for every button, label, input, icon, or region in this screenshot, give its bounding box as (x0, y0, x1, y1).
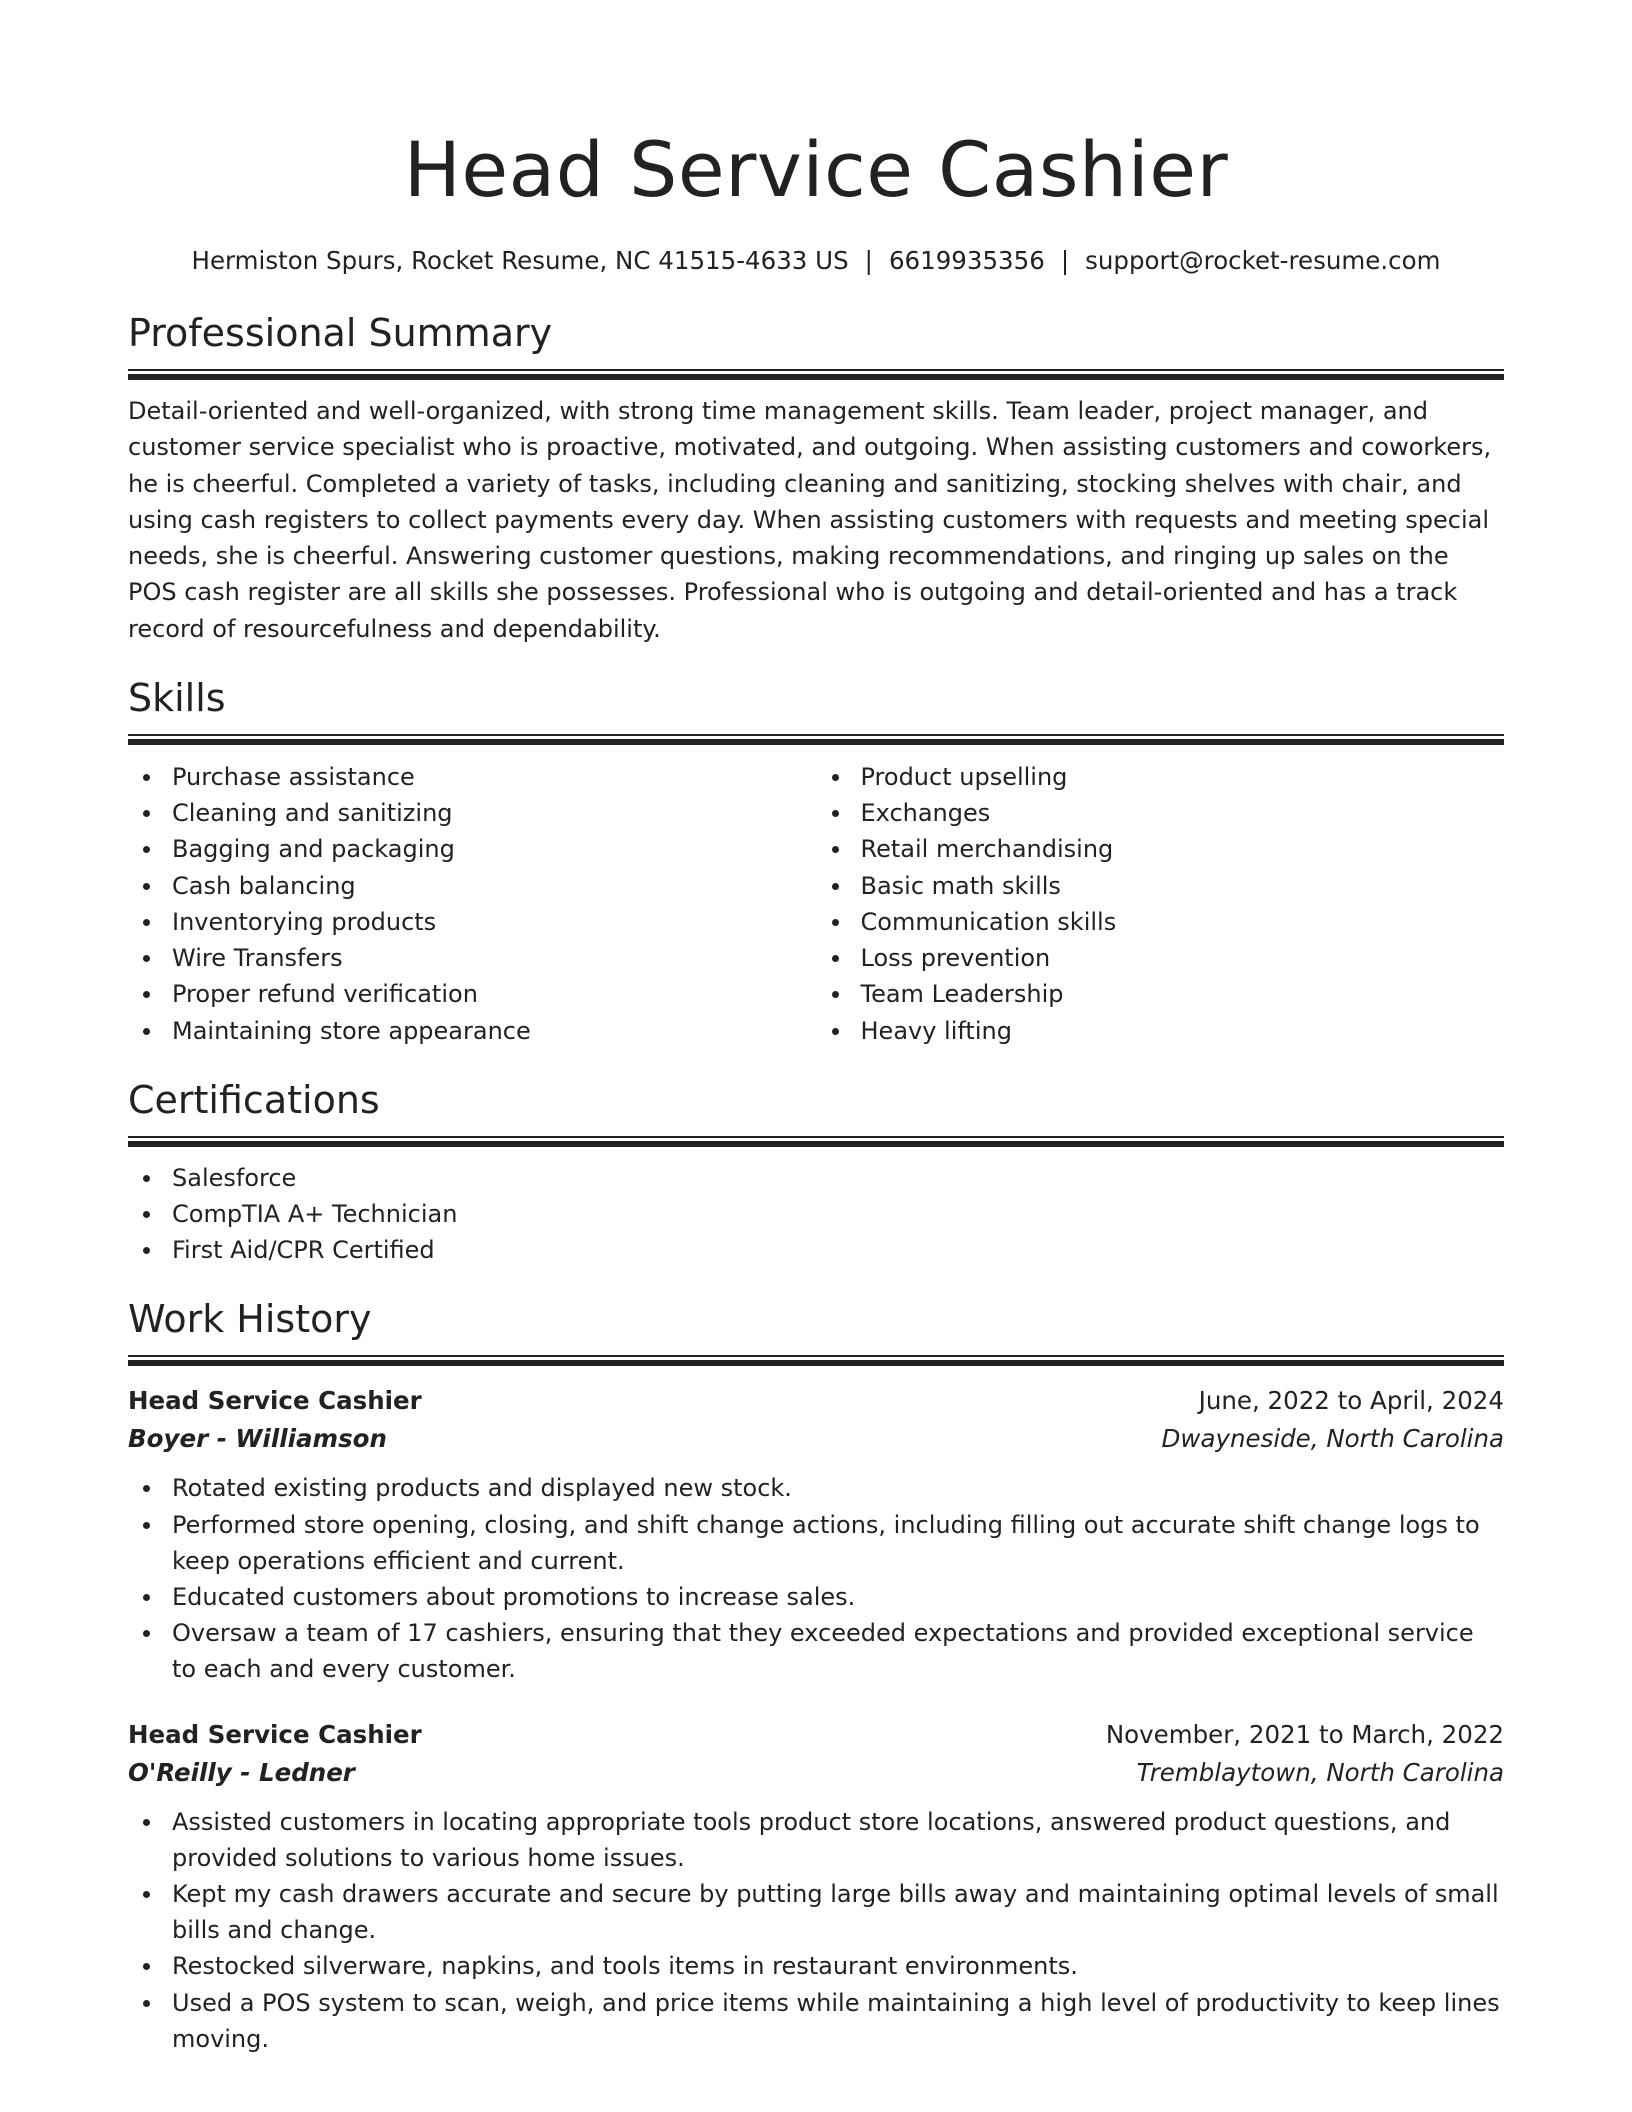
job-bullets (128, 1470, 1504, 1687)
skill-item: Proper refund verification (128, 976, 816, 1012)
job-bullet: Used a POS system to scan, weigh, and price items while maintaining a high level of productivity to keep lines moving. (128, 1985, 1504, 2057)
contact-phone: 6619935356 (888, 246, 1045, 275)
skill-item: Loss prevention (817, 940, 1505, 976)
skill-item: Inventorying products (128, 904, 816, 940)
skill-item: Retail merchandising (817, 831, 1505, 867)
contact-separator: | (1060, 246, 1070, 275)
resume-page (128, 0, 1504, 2057)
skill-item: Wire Transfers (128, 940, 816, 976)
section-divider (128, 1136, 1504, 1147)
job-bullet: Educated customers about promotions to increase sales. (128, 1579, 1504, 1615)
job-title: Head Service Cashier (128, 1386, 422, 1416)
job-entry (128, 1716, 1504, 2057)
skill-item: Product upselling (817, 759, 1505, 795)
job-header-row (128, 1382, 1504, 1420)
job-company: Boyer - Williamson (128, 1424, 387, 1454)
job-entry (128, 1382, 1504, 1687)
contact-separator: | (864, 246, 873, 275)
contact-email: support@rocket-resume.com (1085, 246, 1441, 275)
certification-item: Salesforce (128, 1160, 1504, 1196)
skill-item: Cash balancing (128, 868, 816, 904)
certifications-list (128, 1160, 1504, 1269)
section-title-skills: Skills (128, 676, 226, 721)
certification-item: CompTIA A+ Technician (128, 1196, 1504, 1232)
section-divider (128, 369, 1504, 380)
job-bullet: Restocked silverware, napkins, and tools items in restaurant environments. (128, 1948, 1504, 1984)
job-dates: November, 2021 to March, 2022 (1105, 1719, 1504, 1749)
skill-item: Basic math skills (817, 868, 1505, 904)
certifications-section (128, 1075, 1504, 1269)
summary-text: Detail-oriented and well-organized, with strong time management skills. Team leader, project manager, and customer service specialist who is proactive, motivated, and outgoing. When assisting customers and coworkers, he is cheerful. Completed a variety of tasks, including cleaning and sanitizing, stocking shelves with chair, and using cash registers to collect payments every day. When assisting customers with requests and meeting special needs, she is cheerful. Answering customer questions, making recommendations, and ringing up sales on the POS cash register are all skills she possesses. Professional who is outgoing and detail-oriented and has a track record of resourcefulness and dependability. (128, 397, 1492, 643)
job-company-row (128, 1420, 1504, 1458)
skill-item: Maintaining store appearance (128, 1013, 816, 1049)
skill-item: Exchanges (817, 795, 1505, 831)
section-divider (128, 734, 1504, 745)
skill-item: Communication skills (817, 904, 1505, 940)
job-title: Head Service Cashier (128, 1719, 422, 1749)
job-company: O'Reilly - Ledner (128, 1757, 355, 1787)
section-title-summary: Professional Summary (128, 311, 553, 355)
resume-name: Head Service Cashier (403, 125, 1229, 214)
job-bullet: Kept my cash drawers accurate and secure by putting large bills away and maintaining optimal levels of small bills and change. (128, 1876, 1504, 1948)
skill-item: Purchase assistance (128, 759, 816, 795)
job-company-row (128, 1754, 1504, 1792)
job-bullet: Performed store opening, closing, and shift change actions, including filling out accurate shift change logs to keep operations efficient and current. (128, 1507, 1504, 1579)
job-bullet: Assisted customers in locating appropriate tools product store locations, answered product questions, and provided solutions to various home issues. (128, 1804, 1504, 1876)
skills-list-right (816, 759, 1505, 1049)
skill-item: Bagging and packaging (128, 831, 816, 867)
job-location: Tremblaytown, North Carolina (1136, 1757, 1504, 1787)
contact-address: Hermiston Spurs, Rocket Resume, NC 41515-4633 US (191, 246, 849, 275)
job-bullet: Oversaw a team of 17 cashiers, ensuring that they exceeded expectations and provided exceptional service to each and every customer. (128, 1615, 1504, 1687)
job-bullets (128, 1804, 1504, 2057)
skill-item: Cleaning and sanitizing (128, 795, 816, 831)
skill-item: Team Leadership (817, 976, 1505, 1012)
skills-grid (128, 759, 1504, 1049)
work-history-section (128, 1294, 1504, 2057)
job-location: Dwayneside, North Carolina (1161, 1424, 1504, 1454)
section-title-certifications: Certifications (128, 1077, 380, 1122)
section-divider (128, 1355, 1504, 1366)
skill-item: Heavy lifting (817, 1013, 1505, 1049)
skills-list-left (128, 759, 816, 1049)
summary-section (128, 308, 1504, 647)
section-title-work-history: Work History (128, 1297, 372, 1342)
contact-line (128, 244, 1504, 278)
job-bullet: Rotated existing products and displayed new stock. (128, 1470, 1504, 1506)
skills-section (128, 673, 1504, 1049)
job-header-row (128, 1716, 1504, 1754)
job-dates: June, 2022 to April, 2024 (1198, 1386, 1504, 1416)
certification-item: First Aid/CPR Certified (128, 1232, 1504, 1268)
